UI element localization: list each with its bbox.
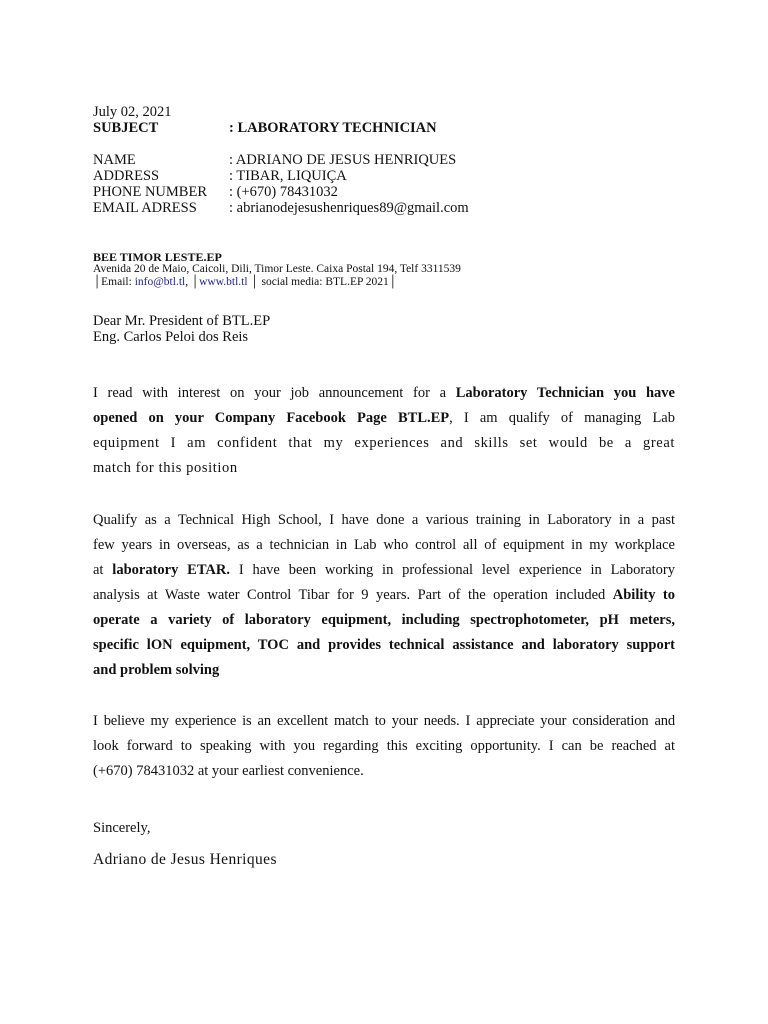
email-label: EMAIL ADRESS [93, 200, 197, 216]
p2-line-3: at laboratory ETAR. I have been working in professional level experience in Laboratory [93, 562, 675, 578]
p2-line-6: specific lON equipment, TOC and provides technical assistance and laboratory support [93, 637, 675, 653]
company-address: Avenida 20 de Maio, Caicoli, Dili, Timor Leste. Caixa Postal 194, Telf 3311539 [93, 263, 461, 275]
company-name: BEE TIMOR LESTE.EP [93, 250, 222, 264]
company-website-link[interactable]: www.btl.tl [199, 276, 248, 288]
signature-name: Adriano de Jesus Henriques [93, 851, 277, 868]
salutation-line-1: Dear Mr. President of BTL.EP [93, 313, 271, 329]
company-email-link[interactable]: info@btl.tl [134, 276, 186, 288]
closing: Sincerely, [93, 820, 151, 836]
name-value: : ADRIANO DE JESUS HENRIQUES [229, 152, 457, 168]
phone-row [0, 184, 700, 200]
address-value: : TIBAR, LIQUIÇA [229, 168, 347, 184]
paragraph-1 [93, 381, 675, 481]
name-label: NAME [93, 152, 136, 168]
phone-value: : (+670) 78431032 [229, 184, 338, 200]
phone-label: PHONE NUMBER [93, 184, 207, 200]
letter-date: July 02, 2021 [93, 104, 172, 120]
p2-line-4: analysis at Waste water Control Tibar for 9 years. Part of the operation included Ability to [93, 587, 675, 603]
email-row [0, 200, 700, 216]
p3-line-1: I believe my experience is an excellent match to your needs. I appreciate your consideration and [93, 713, 675, 729]
subject-value: : LABORATORY TECHNICIAN [229, 120, 437, 136]
salutation-line-2: Eng. Carlos Peloi dos Reis [93, 329, 249, 345]
name-row [0, 152, 700, 168]
p2-line-2: few years in overseas, as a technician in Lab who control all of equipment in my workplace [93, 537, 675, 553]
p3-line-2: look forward to speaking with you regarding this exciting opportunity. I can be reached at [93, 738, 675, 754]
paragraph-2 [93, 508, 675, 683]
p2-line-5: operate a variety of laboratory equipment, including spectrophotometer, pH meters, [93, 612, 675, 628]
contact-suffix: │ social media: BTL.EP 2021│ [247, 276, 397, 288]
email-value: : abrianodejesushenriques89@gmail.com [229, 200, 469, 216]
paragraph-3 [93, 709, 675, 784]
p2-line-1: Qualify as a Technical High School, I have done a various training in Laboratory in a past [93, 512, 675, 528]
p2-line-7: and problem solving [93, 662, 220, 678]
p1-line-1: I read with interest on your job announcement for a Laboratory Technician you have [93, 385, 675, 401]
p1-line-4: match for this position [93, 460, 238, 476]
address-label: ADDRESS [93, 168, 160, 184]
contact-separator: , │ [185, 276, 200, 288]
contact-prefix: │Email: [93, 276, 135, 288]
company-contact [93, 276, 397, 289]
p1-line-2: opened on your Company Facebook Page BTL.EP, I am qualify of managing Lab [93, 410, 675, 426]
subject-row [0, 120, 700, 136]
p1-line-3: equipment I am confident that my experiences and skills set would be a great [93, 435, 675, 451]
subject-label: SUBJECT [93, 120, 159, 136]
address-row [0, 168, 700, 184]
p3-line-3: (+670) 78431032 at your earliest convenience. [93, 763, 364, 779]
